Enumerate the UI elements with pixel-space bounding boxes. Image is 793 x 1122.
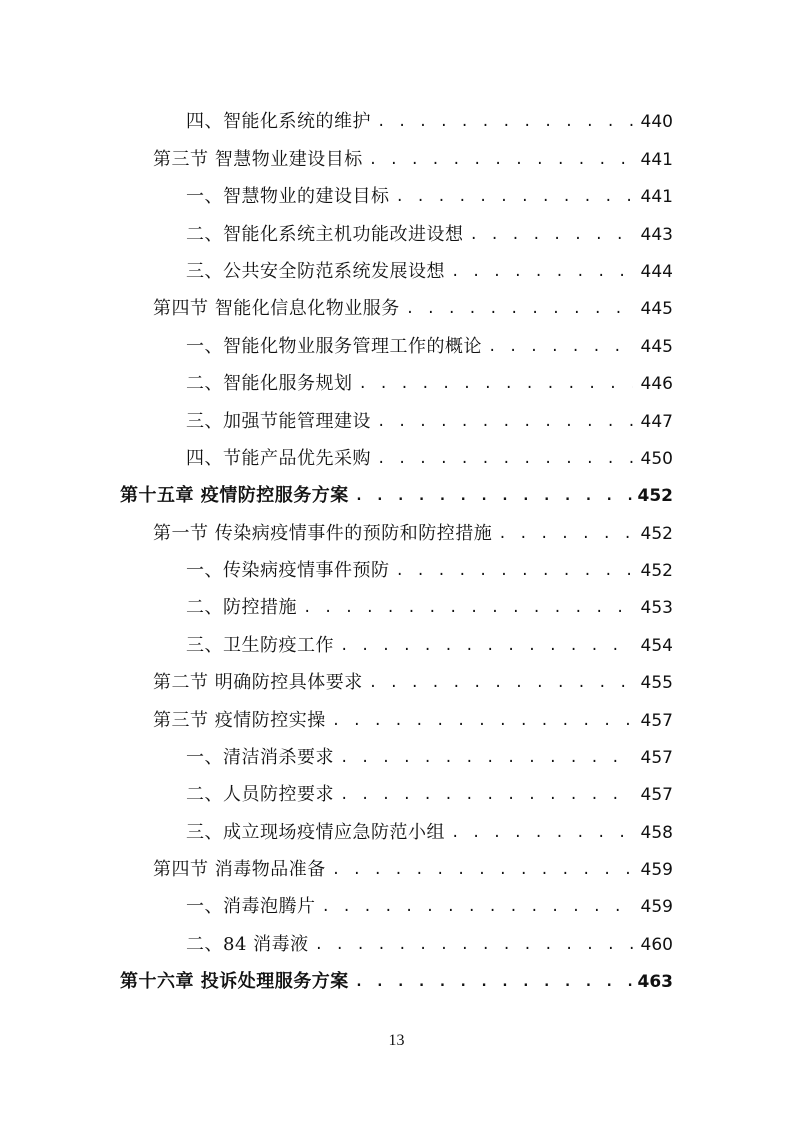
toc-entry-page: 463 xyxy=(637,972,673,992)
toc-entry[interactable] xyxy=(186,178,673,208)
dot-leader xyxy=(406,298,633,320)
toc-chapter-entry[interactable] xyxy=(120,477,673,507)
toc-entry[interactable] xyxy=(186,253,673,283)
dot-leader xyxy=(488,336,633,358)
toc-entry-page: 452 xyxy=(637,486,673,506)
toc-entry-page: 452 xyxy=(640,524,673,544)
dot-leader xyxy=(470,224,634,246)
dot-leader xyxy=(340,784,633,806)
toc-entry-page: 460 xyxy=(640,935,673,955)
toc-entry-title: 第一节 传染病疫情事件的预防和防控措施 xyxy=(153,523,493,544)
toc-entry[interactable] xyxy=(153,664,673,694)
toc-entry[interactable] xyxy=(153,851,673,881)
toc-entry-page: 457 xyxy=(640,711,673,731)
toc-entry-page: 454 xyxy=(640,636,673,656)
toc-entry[interactable] xyxy=(186,365,673,395)
dot-leader xyxy=(377,111,633,133)
toc-entry-title: 第三节 智慧物业建设目标 xyxy=(153,149,363,170)
toc-entry-title: 四、智能化系统的维护 xyxy=(186,111,371,132)
dot-leader xyxy=(451,822,633,844)
toc-entry-title: 三、卫生防疫工作 xyxy=(186,635,334,656)
toc-entry-title: 四、节能产品优先采购 xyxy=(186,448,371,469)
toc-entry[interactable] xyxy=(186,216,673,246)
toc-entry[interactable] xyxy=(186,776,673,806)
toc-entry[interactable] xyxy=(186,328,673,358)
toc-entry-title: 二、智能化服务规划 xyxy=(186,373,353,394)
dot-leader xyxy=(322,896,634,918)
toc-entry-page: 447 xyxy=(640,412,673,432)
toc-entry[interactable] xyxy=(186,589,673,619)
toc-entry-page: 458 xyxy=(640,823,673,843)
toc-entry-page: 459 xyxy=(640,860,673,880)
toc-entry[interactable] xyxy=(153,515,673,545)
toc-entry-page: 457 xyxy=(640,785,673,805)
toc-entry[interactable] xyxy=(186,814,673,844)
toc-entry-title: 第十六章 投诉处理服务方案 xyxy=(120,971,349,992)
toc-entry[interactable] xyxy=(186,552,673,582)
dot-leader xyxy=(340,747,633,769)
toc-chapter-entry[interactable] xyxy=(120,963,673,993)
toc-entry-page: 457 xyxy=(640,748,673,768)
dot-leader xyxy=(369,672,633,694)
dot-leader xyxy=(396,186,634,208)
toc-entry-page: 452 xyxy=(640,561,673,581)
toc-entry-title: 第十五章 疫情防控服务方案 xyxy=(120,485,349,506)
toc-entry[interactable] xyxy=(153,702,673,732)
toc-entry[interactable] xyxy=(186,627,673,657)
toc-entry-page: 440 xyxy=(640,112,673,132)
toc-entry-title: 一、智慧物业的建设目标 xyxy=(186,186,390,207)
toc-entry-page: 443 xyxy=(640,225,673,245)
toc-entry-title: 一、消毒泡腾片 xyxy=(186,896,316,917)
toc-entry-page: 453 xyxy=(640,598,673,618)
toc-entry-page: 441 xyxy=(640,150,673,170)
toc-entry-title: 二、人员防控要求 xyxy=(186,784,334,805)
page-number: 13 xyxy=(388,1032,405,1049)
toc-entry-title: 第四节 智能化信息化物业服务 xyxy=(153,298,400,319)
dot-leader xyxy=(377,448,633,470)
dot-leader xyxy=(369,149,633,171)
toc-entry-title: 二、防控措施 xyxy=(186,597,297,618)
toc-entry-title: 二、智能化系统主机功能改进设想 xyxy=(186,224,464,245)
toc-entry-title: 第二节 明确防控具体要求 xyxy=(153,672,363,693)
dot-leader xyxy=(332,859,633,881)
dot-leader xyxy=(315,934,633,956)
dot-leader xyxy=(359,373,634,395)
toc-entry-page: 459 xyxy=(640,897,673,917)
toc-entry-page: 445 xyxy=(640,299,673,319)
toc-entry-title: 第三节 疫情防控实操 xyxy=(153,710,326,731)
dot-leader xyxy=(498,523,633,545)
toc-entry[interactable] xyxy=(186,440,673,470)
toc-entry[interactable] xyxy=(186,403,673,433)
dot-leader xyxy=(303,597,633,619)
toc-entry[interactable] xyxy=(186,888,673,918)
toc-entry-page: 444 xyxy=(640,262,673,282)
toc-entry-title: 一、传染病疫情事件预防 xyxy=(186,560,390,581)
toc-entry-title: 三、成立现场疫情应急防范小组 xyxy=(186,822,445,843)
toc-entry[interactable] xyxy=(186,926,673,956)
toc-entry-title: 第四节 消毒物品准备 xyxy=(153,859,326,880)
toc-entry-page: 450 xyxy=(640,449,673,469)
toc-entry[interactable] xyxy=(153,141,673,171)
dot-leader xyxy=(355,485,633,507)
dot-leader xyxy=(451,261,633,283)
toc-entry-title: 三、公共安全防范系统发展设想 xyxy=(186,261,445,282)
toc-entry[interactable] xyxy=(186,103,673,133)
dot-leader xyxy=(377,411,633,433)
toc-entry-title: 一、智能化物业服务管理工作的概论 xyxy=(186,336,482,357)
toc-entry[interactable] xyxy=(186,739,673,769)
toc-entry-title: 二、84 消毒液 xyxy=(186,934,309,955)
toc-entry-page: 446 xyxy=(640,374,673,394)
toc-entry-page: 445 xyxy=(640,337,673,357)
toc-entry-page: 455 xyxy=(640,673,673,693)
dot-leader xyxy=(355,971,633,993)
toc-entry-title: 一、清洁消杀要求 xyxy=(186,747,334,768)
toc-entry[interactable] xyxy=(153,290,673,320)
toc-entry-title: 三、加强节能管理建设 xyxy=(186,411,371,432)
dot-leader xyxy=(332,710,633,732)
dot-leader xyxy=(340,635,633,657)
toc-entry-page: 441 xyxy=(640,187,673,207)
dot-leader xyxy=(396,560,634,582)
